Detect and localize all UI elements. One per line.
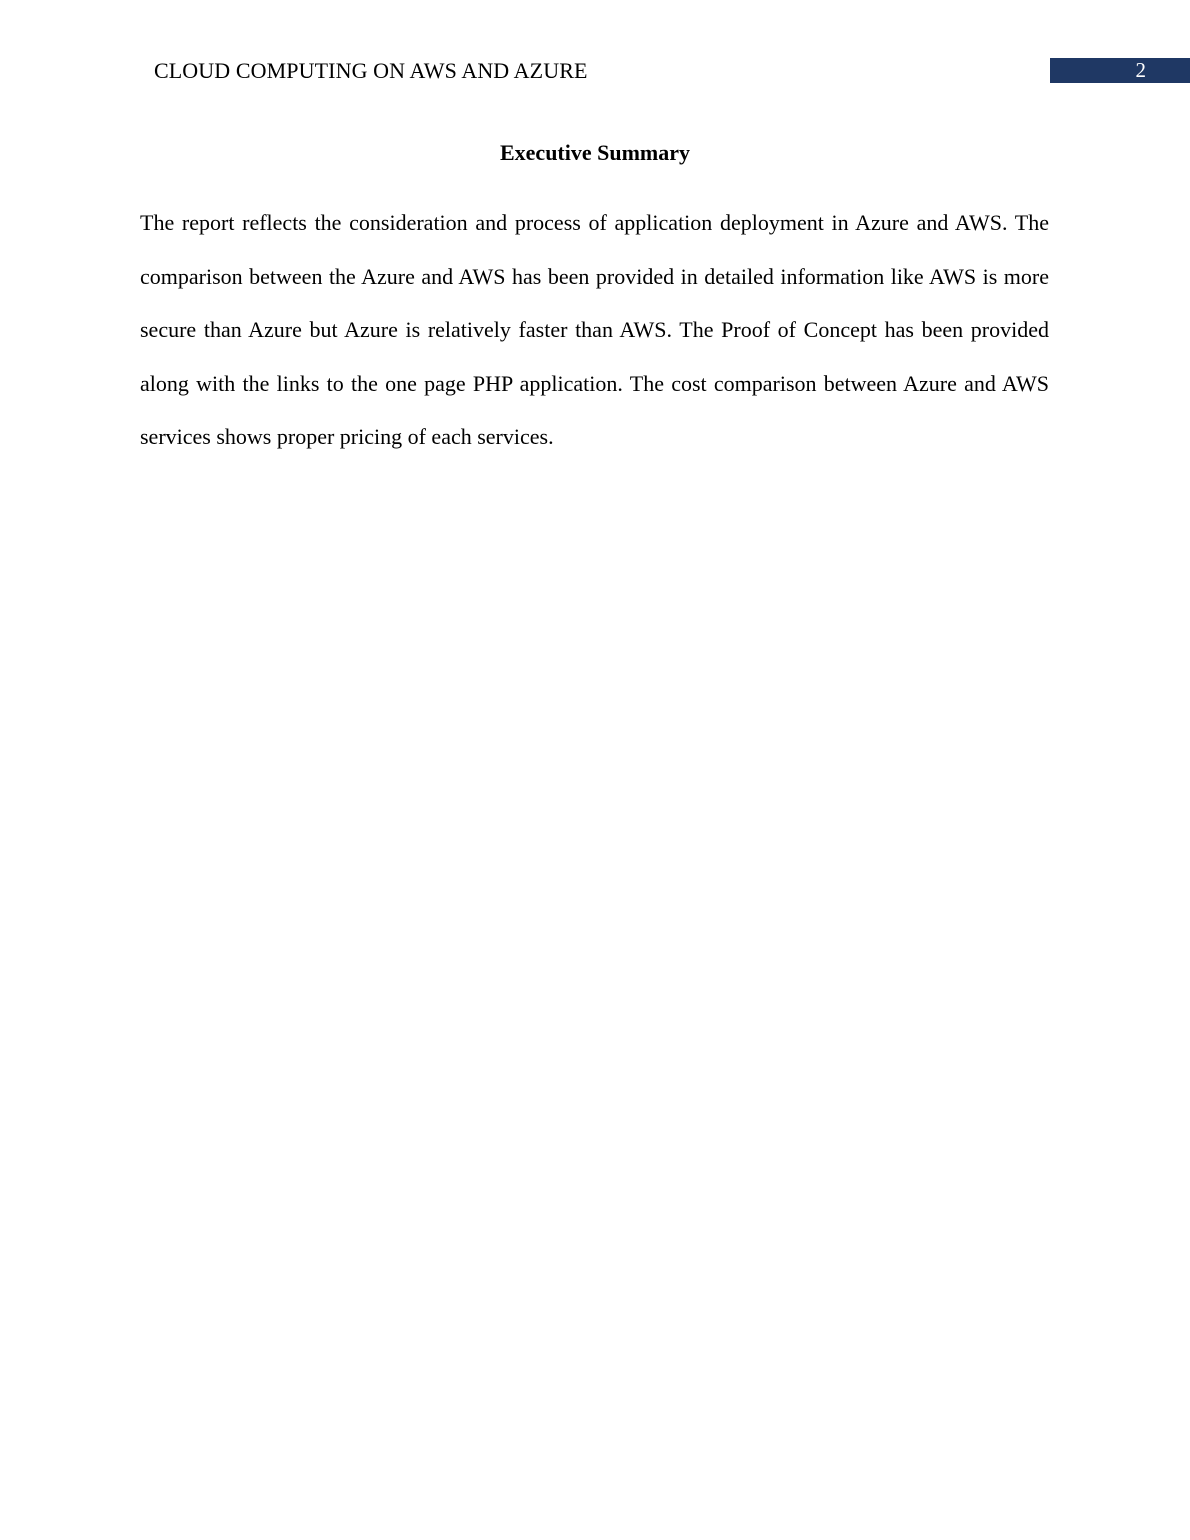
running-header-title: CLOUD COMPUTING ON AWS AND AZURE <box>154 58 588 83</box>
page-number-box <box>1050 58 1190 83</box>
page-number: 2 <box>1135 58 1146 82</box>
section-heading: Executive Summary <box>499 140 691 165</box>
summary-paragraph: The report reflects the consideration and process of application deployment in Azure and AWS. The comparison between the Azure and AWS has been provided in detailed information like AWS is more secure than Azure but Azure is relatively faster than AWS. The Proof of Concept has been provided along with the links to the one page PHP application. The cost comparison between Azure and AWS services shows proper pricing of each services. <box>140 210 1049 450</box>
